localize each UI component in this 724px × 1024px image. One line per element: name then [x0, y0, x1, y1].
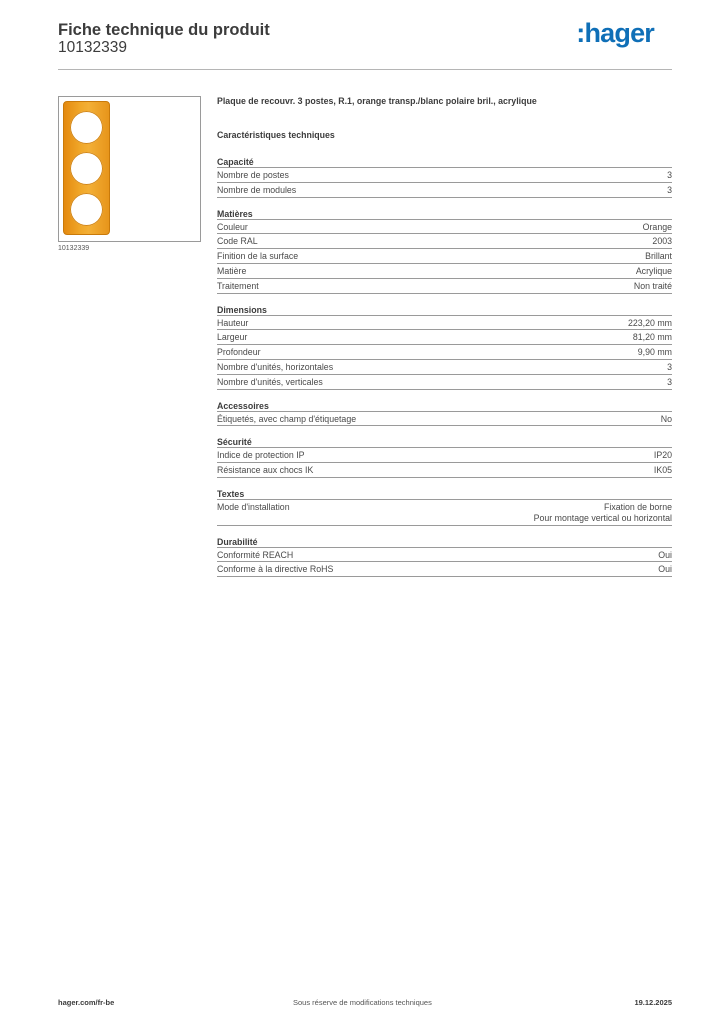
- spec-value: [667, 362, 672, 373]
- spec-value-line: Brillant: [645, 251, 672, 262]
- plate-opening: [70, 152, 103, 185]
- spec-label: Largeur: [217, 332, 248, 343]
- spec-label: Finition de la surface: [217, 251, 299, 262]
- spec-value: [667, 377, 672, 388]
- section-title: Textes: [217, 488, 672, 500]
- spec-row: [217, 463, 672, 478]
- spec-value-line: 81,20 mm: [632, 332, 672, 343]
- spec-value-line: Orange: [642, 221, 672, 232]
- page-header: [58, 20, 672, 70]
- spec-value-line: 2003: [652, 236, 672, 247]
- spec-value: [534, 502, 672, 524]
- footer-date: 19.12.2025: [634, 998, 672, 1007]
- section-title: Matières: [217, 208, 672, 220]
- spec-row: [217, 412, 672, 427]
- spec-label: Conforme à la directive RoHS: [217, 564, 334, 575]
- spec-value: [661, 414, 672, 425]
- spec-label: Nombre de modules: [217, 184, 297, 195]
- spec-value-line: No: [660, 413, 672, 424]
- hager-logo: :hager: [576, 18, 654, 48]
- spec-value-line: 3: [667, 376, 672, 387]
- spec-value-line: 3: [667, 184, 672, 195]
- spec-value: [658, 550, 672, 561]
- spec-label: Couleur: [217, 221, 248, 232]
- section-title: Durabilité: [217, 536, 672, 548]
- spec-row: [217, 279, 672, 294]
- plate-opening: [70, 111, 103, 144]
- spec-row: [217, 375, 672, 390]
- spec-value-line: 3: [667, 170, 672, 180]
- spec-value-line: Non traité: [633, 280, 672, 291]
- spec-value-line: Oui: [658, 564, 672, 575]
- spec-label: Indice de protection IP: [217, 450, 305, 461]
- spec-sections: [217, 156, 672, 577]
- spec-label: Résistance aux chocs IK: [217, 465, 314, 476]
- spec-section: [217, 156, 672, 198]
- section-title: Accessoires: [217, 400, 672, 412]
- spec-section: [217, 536, 672, 578]
- spec-value: [634, 281, 672, 292]
- spec-label: Nombre d'unités, horizontales: [217, 361, 334, 372]
- spec-section: [217, 400, 672, 427]
- image-caption: 10132339: [58, 245, 90, 252]
- spec-value-line: 223,20 mm: [627, 317, 672, 328]
- spec-row: [217, 220, 672, 235]
- spec-value-line: Pour montage vertical ou horizontal: [533, 512, 672, 523]
- spec-row: [217, 168, 672, 183]
- spec-label: Hauteur: [217, 317, 249, 328]
- section-title: Capacité: [217, 156, 672, 168]
- spec-value: [658, 564, 672, 575]
- spec-label: Conformité REACH: [217, 549, 294, 560]
- plate-opening: [70, 193, 103, 226]
- spec-value: [652, 236, 672, 247]
- spec-value: [654, 465, 672, 476]
- specs-heading: Caractéristiques techniques: [217, 130, 335, 140]
- spec-value: [645, 251, 672, 262]
- spec-label: Traitement: [217, 280, 259, 291]
- spec-row: [217, 316, 672, 331]
- spec-label: Étiquetés, avec champ d'étiquetage: [217, 413, 357, 424]
- spec-value: [628, 318, 672, 329]
- spec-label: Nombre de postes: [217, 170, 289, 180]
- spec-row: [217, 330, 672, 345]
- footer-website: hager.com/fr-be: [58, 998, 115, 1007]
- product-reference: 10132339: [58, 39, 127, 56]
- spec-value: [633, 332, 672, 343]
- footer-note: Sous réserve de modifications techniques: [293, 998, 432, 1007]
- spec-label: Mode d'installation: [217, 501, 290, 512]
- spec-value: [654, 450, 672, 461]
- spec-value-line: IP20: [653, 450, 672, 461]
- spec-value-line: IK05: [653, 465, 672, 476]
- spec-row: [217, 345, 672, 360]
- spec-value: [643, 222, 672, 233]
- cover-plate-illustration: [63, 101, 110, 235]
- spec-value-line: 3: [667, 361, 672, 372]
- spec-label: Code RAL: [217, 236, 258, 247]
- spec-row: [217, 562, 672, 577]
- spec-value: [667, 170, 672, 181]
- spec-value-line: Oui: [658, 549, 672, 560]
- spec-label: Matière: [217, 265, 247, 276]
- spec-row: [217, 234, 672, 249]
- spec-row: [217, 249, 672, 264]
- specs-content: [217, 94, 672, 587]
- spec-value: [636, 266, 672, 277]
- spec-value-line: Acrylique: [635, 265, 672, 276]
- product-description: Plaque de recouvr. 3 postes, R.1, orange transp./blanc polaire bril., acrylique: [217, 96, 537, 106]
- spec-label: Nombre d'unités, verticales: [217, 376, 323, 387]
- spec-row: [217, 448, 672, 463]
- section-title: Sécurité: [217, 436, 672, 448]
- spec-row: [217, 500, 672, 526]
- section-title: Dimensions: [217, 304, 672, 316]
- spec-value-line: Fixation de borne: [604, 501, 672, 512]
- spec-row: [217, 264, 672, 279]
- spec-label: Profondeur: [217, 347, 261, 358]
- spec-value: [638, 347, 672, 358]
- spec-row: [217, 548, 672, 563]
- spec-row: [217, 360, 672, 375]
- document-title: Fiche technique du produit: [58, 21, 270, 39]
- spec-section: [217, 436, 672, 478]
- spec-section: [217, 304, 672, 390]
- spec-value: [667, 185, 672, 196]
- spec-section: [217, 488, 672, 526]
- spec-value-line: 9,90 mm: [637, 347, 672, 358]
- product-image: [58, 96, 201, 242]
- spec-row: [217, 183, 672, 198]
- page-footer: [58, 998, 672, 1012]
- spec-section: [217, 208, 672, 294]
